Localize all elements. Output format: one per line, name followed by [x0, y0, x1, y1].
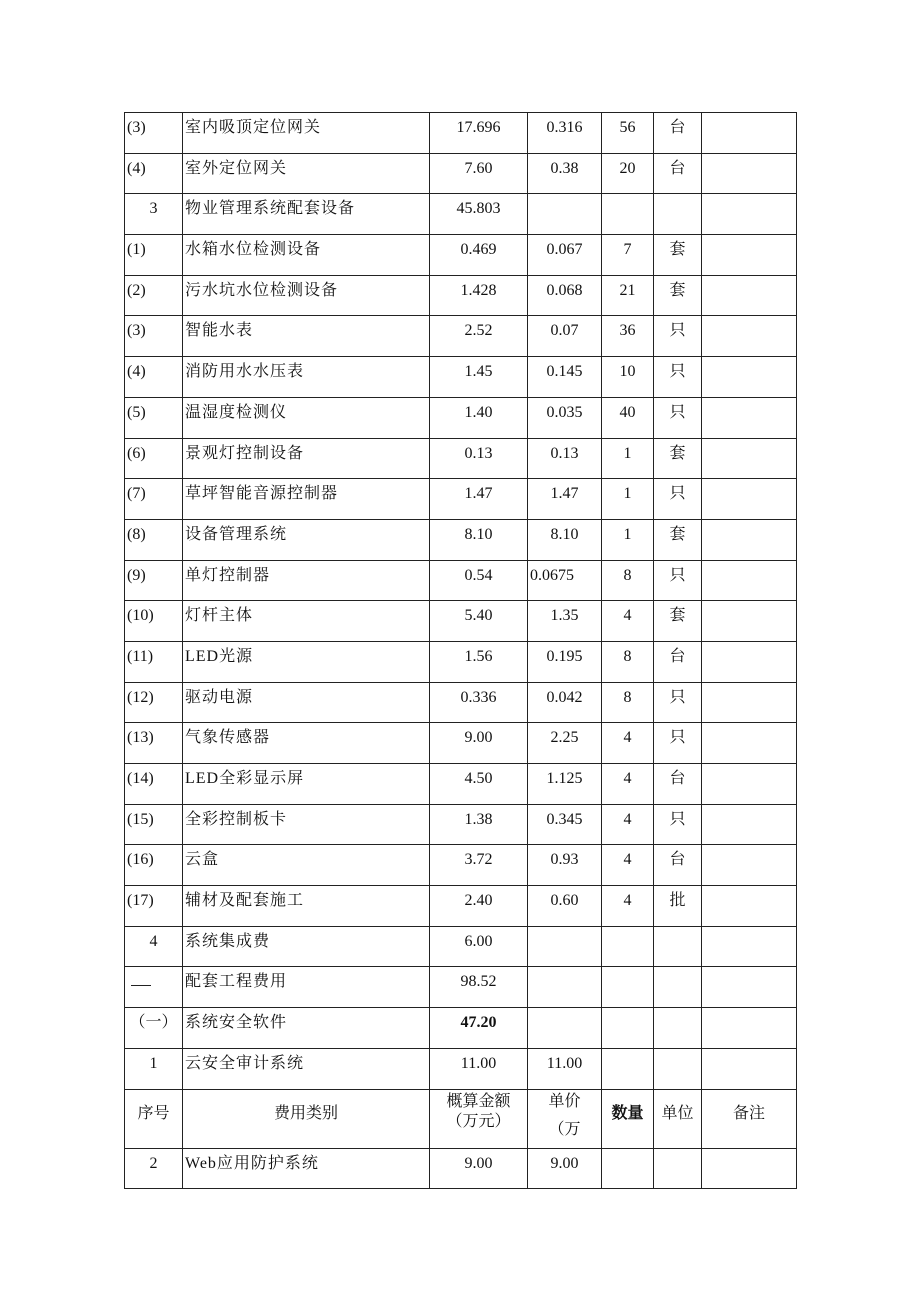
unit-price-cell: 0.38 [550, 159, 579, 177]
amount-cell: 2.52 [464, 322, 493, 340]
amount-cell: 11.00 [460, 1054, 497, 1072]
unit-price-cell: 0.035 [546, 403, 583, 421]
remarks-cell [702, 276, 796, 280]
seq-cell: (11) [127, 647, 154, 665]
unit-price-cell: 1.35 [550, 607, 579, 625]
amount-cell: 1.38 [464, 810, 493, 828]
quantity-cell: 36 [619, 322, 636, 340]
seq-cell: 4 [149, 932, 158, 950]
quantity-cell: 8 [623, 647, 632, 665]
quantity-cell: 4 [623, 770, 632, 787]
amount-cell: 1.45 [464, 363, 493, 381]
quantity-cell: 20 [619, 159, 636, 177]
amount-cell: 3.72 [464, 851, 493, 869]
unit-price-cell: 8.10 [550, 525, 579, 543]
unit-price-cell: 1.125 [546, 770, 583, 787]
quantity-cell: 4 [623, 729, 632, 747]
unit-price-cell: 0.13 [550, 444, 579, 462]
category-cell: Web应用防护系统 [185, 1154, 319, 1172]
remarks-cell [702, 479, 796, 483]
unit-cell [654, 1008, 701, 1012]
amount-cell: 0.469 [460, 241, 497, 259]
quantity-cell: 10 [619, 363, 636, 381]
table-row [125, 967, 797, 1008]
seq-cell: (3) [127, 322, 146, 340]
quantity-cell [602, 194, 653, 198]
quantity-cell [602, 1149, 653, 1153]
category-cell: 驱动电源 [185, 688, 254, 706]
quantity-cell: 21 [619, 281, 636, 299]
header-unit: 单位 [661, 1104, 694, 1122]
table-row [125, 235, 797, 276]
category-cell: 气象传感器 [185, 729, 271, 747]
seq-cell: (12) [127, 688, 154, 706]
seq-cell: (4) [127, 159, 146, 177]
amount-cell: 47.20 [460, 1014, 497, 1032]
category-cell: 单灯控制器 [185, 566, 271, 584]
category-cell: 消防用水水压表 [185, 363, 305, 381]
amount-cell: 9.00 [464, 1154, 493, 1172]
quantity-cell: 1 [623, 485, 632, 503]
category-cell: 智能水表 [185, 322, 254, 340]
amount-cell: 1.47 [464, 485, 493, 503]
unit-cell: 套 [669, 607, 686, 625]
remarks-cell [702, 398, 796, 402]
category-cell: 物业管理系统配套设备 [185, 200, 356, 218]
remarks-cell [702, 316, 796, 320]
unit-price-cell [528, 1008, 601, 1012]
quantity-cell: 1 [623, 525, 632, 543]
unit-cell [654, 1149, 701, 1153]
table-row [125, 723, 797, 764]
unit-cell: 只 [669, 688, 686, 706]
amount-cell: 1.428 [460, 281, 497, 299]
remarks-cell [702, 967, 796, 971]
table-row [125, 1148, 797, 1189]
category-cell: 草坪智能音源控制器 [185, 485, 339, 503]
amount-cell: 45.803 [456, 200, 501, 218]
unit-cell [654, 1049, 701, 1053]
unit-cell: 只 [669, 485, 686, 503]
quantity-cell: 8 [623, 566, 632, 584]
seq-cell: (14) [127, 770, 154, 787]
quantity-cell: 1 [623, 444, 632, 462]
header-category: 费用类别 [273, 1104, 338, 1122]
amount-cell: 1.40 [464, 403, 493, 421]
category-cell: 系统安全软件 [185, 1014, 288, 1032]
unit-price-cell: 0.042 [546, 688, 583, 706]
unit-cell: 只 [669, 729, 686, 747]
seq-cell: (15) [127, 810, 154, 828]
quantity-cell: 56 [619, 119, 636, 136]
quantity-cell: 8 [623, 688, 632, 706]
quantity-cell: 4 [623, 892, 632, 910]
seq-cell: (9) [127, 566, 146, 584]
seq-cell: (3) [127, 119, 146, 136]
table-row [125, 926, 797, 967]
quantity-cell [602, 927, 653, 931]
remarks-cell [702, 1149, 796, 1153]
remarks-cell [702, 561, 796, 565]
category-cell: 室内吸顶定位网关 [185, 119, 322, 136]
remarks-cell [702, 113, 796, 117]
table-row [125, 357, 797, 398]
table-row [125, 479, 797, 520]
unit-price-cell: 0.316 [546, 119, 583, 136]
amount-cell: 4.50 [464, 770, 493, 787]
unit-price-cell: 11.00 [546, 1054, 583, 1072]
remarks-cell [702, 194, 796, 198]
table-row [125, 316, 797, 357]
unit-cell: 台 [669, 647, 686, 665]
category-cell: 辅材及配套施工 [185, 892, 305, 910]
seq-cell: (2) [127, 281, 146, 299]
header-amount: 概算金额 （万元） [446, 1092, 511, 1130]
category-cell: LED全彩显示屏 [185, 770, 305, 787]
table-row [125, 519, 797, 560]
amount-cell: 0.13 [464, 444, 493, 462]
unit-price-cell [528, 927, 601, 931]
remarks-cell [702, 805, 796, 809]
amount-cell: 8.10 [464, 525, 493, 543]
seq-cell: (13) [127, 729, 154, 747]
amount-cell: 9.00 [464, 729, 493, 747]
unit-cell: 只 [669, 566, 686, 584]
category-cell: 水箱水位检测设备 [185, 241, 322, 259]
unit-price-cell: 0.07 [550, 322, 579, 340]
unit-cell [654, 967, 701, 971]
unit-price-cell: 9.00 [550, 1154, 579, 1172]
unit-cell: 套 [669, 525, 686, 543]
amount-cell: 0.336 [460, 688, 497, 706]
remarks-cell [702, 886, 796, 890]
seq-cell: (16) [127, 851, 154, 869]
category-cell: 云安全审计系统 [185, 1054, 305, 1072]
remarks-cell [702, 642, 796, 646]
seq-cell: 1 [149, 1054, 158, 1072]
unit-price-cell: 2.25 [550, 729, 579, 747]
table-row [125, 804, 797, 845]
table-header-row [125, 1089, 797, 1148]
unit-price-cell: 0.60 [550, 892, 579, 910]
seq-cell: (8) [127, 525, 146, 543]
amount-cell: 5.40 [464, 607, 493, 625]
category-cell: 系统集成费 [185, 932, 271, 950]
unit-cell: 套 [669, 241, 686, 259]
amount-cell: 0.54 [464, 566, 493, 584]
unit-price-cell: 0.0675 [530, 566, 574, 584]
seq-cell: （一） [129, 1014, 178, 1032]
table-row [125, 153, 797, 194]
seq-cell: (17) [127, 892, 154, 910]
remarks-cell [702, 845, 796, 849]
section-dash [131, 973, 151, 986]
table-row [125, 845, 797, 886]
budget-table [124, 112, 797, 1189]
remarks-cell [702, 683, 796, 687]
seq-cell: (10) [127, 607, 154, 625]
remarks-cell [702, 1008, 796, 1012]
table-row [125, 1048, 797, 1089]
table-row [125, 113, 797, 154]
category-cell: 全彩控制板卡 [185, 810, 288, 828]
quantity-cell: 40 [619, 403, 636, 421]
category-cell: 景观灯控制设备 [185, 444, 305, 462]
amount-cell: 98.52 [460, 973, 497, 991]
unit-cell: 台 [669, 119, 686, 136]
seq-cell [125, 967, 182, 993]
quantity-cell [602, 1008, 653, 1012]
header-unit-price: 单价 （万 [548, 1092, 581, 1138]
unit-price-cell: 0.345 [546, 810, 583, 828]
amount-cell: 2.40 [464, 892, 493, 910]
remarks-cell [702, 439, 796, 443]
unit-cell: 只 [669, 322, 686, 340]
seq-cell: (1) [127, 241, 146, 259]
seq-cell: (5) [127, 403, 146, 421]
quantity-cell [602, 967, 653, 971]
remarks-cell [702, 154, 796, 158]
quantity-cell: 7 [623, 241, 632, 259]
unit-price-cell: 0.068 [546, 281, 583, 299]
unit-price-cell: 0.145 [546, 363, 583, 381]
remarks-cell [702, 764, 796, 768]
category-cell: 温湿度检测仪 [185, 403, 288, 421]
seq-cell: (4) [127, 363, 146, 381]
unit-cell [654, 927, 701, 931]
amount-cell: 7.60 [464, 159, 493, 177]
seq-cell: (7) [127, 485, 146, 503]
unit-cell: 台 [669, 159, 686, 177]
table-row [125, 194, 797, 235]
quantity-cell: 4 [623, 810, 632, 828]
table-row [125, 1008, 797, 1049]
header-quantity: 数量 [611, 1104, 644, 1122]
unit-cell [654, 194, 701, 198]
unit-cell: 只 [669, 810, 686, 828]
unit-price-cell [528, 967, 601, 971]
unit-cell: 只 [669, 363, 686, 381]
category-cell: 配套工程费用 [185, 973, 288, 991]
unit-cell: 批 [669, 892, 686, 910]
quantity-cell [602, 1049, 653, 1053]
seq-cell: (6) [127, 444, 146, 462]
category-cell: LED光源 [185, 647, 254, 665]
category-cell: 污水坑水位检测设备 [185, 281, 339, 299]
unit-price-cell: 0.195 [546, 647, 583, 665]
table-row [125, 397, 797, 438]
unit-cell: 套 [669, 281, 686, 299]
category-cell: 设备管理系统 [185, 525, 288, 543]
table-row [125, 438, 797, 479]
amount-cell: 1.56 [464, 647, 493, 665]
seq-cell: 3 [149, 200, 158, 218]
remarks-cell [702, 235, 796, 239]
category-cell: 室外定位网关 [185, 159, 288, 177]
unit-cell: 台 [669, 770, 686, 787]
table-row [125, 601, 797, 642]
table-row [125, 560, 797, 601]
table-row [125, 886, 797, 927]
remarks-cell [702, 1049, 796, 1053]
amount-cell: 17.696 [456, 119, 501, 136]
unit-price-cell: 0.067 [546, 241, 583, 259]
header-remarks: 备注 [732, 1104, 765, 1122]
category-cell: 云盒 [185, 851, 220, 869]
category-cell: 灯杆主体 [185, 607, 254, 625]
unit-cell: 只 [669, 403, 686, 421]
seq-cell: 2 [149, 1154, 158, 1172]
table-row [125, 641, 797, 682]
table-row [125, 682, 797, 723]
unit-price-cell: 0.93 [550, 851, 579, 869]
amount-cell: 6.00 [464, 932, 493, 950]
remarks-cell [702, 520, 796, 524]
unit-price-cell [528, 194, 601, 198]
header-seq: 序号 [137, 1104, 170, 1122]
table-row [125, 764, 797, 805]
unit-price-cell: 1.47 [550, 485, 579, 503]
quantity-cell: 4 [623, 607, 632, 625]
remarks-cell [702, 927, 796, 931]
unit-cell: 套 [669, 444, 686, 462]
remarks-cell [702, 357, 796, 361]
remarks-cell [702, 723, 796, 727]
table-row [125, 275, 797, 316]
quantity-cell: 4 [623, 851, 632, 869]
remarks-cell [702, 601, 796, 605]
unit-cell: 台 [669, 851, 686, 869]
